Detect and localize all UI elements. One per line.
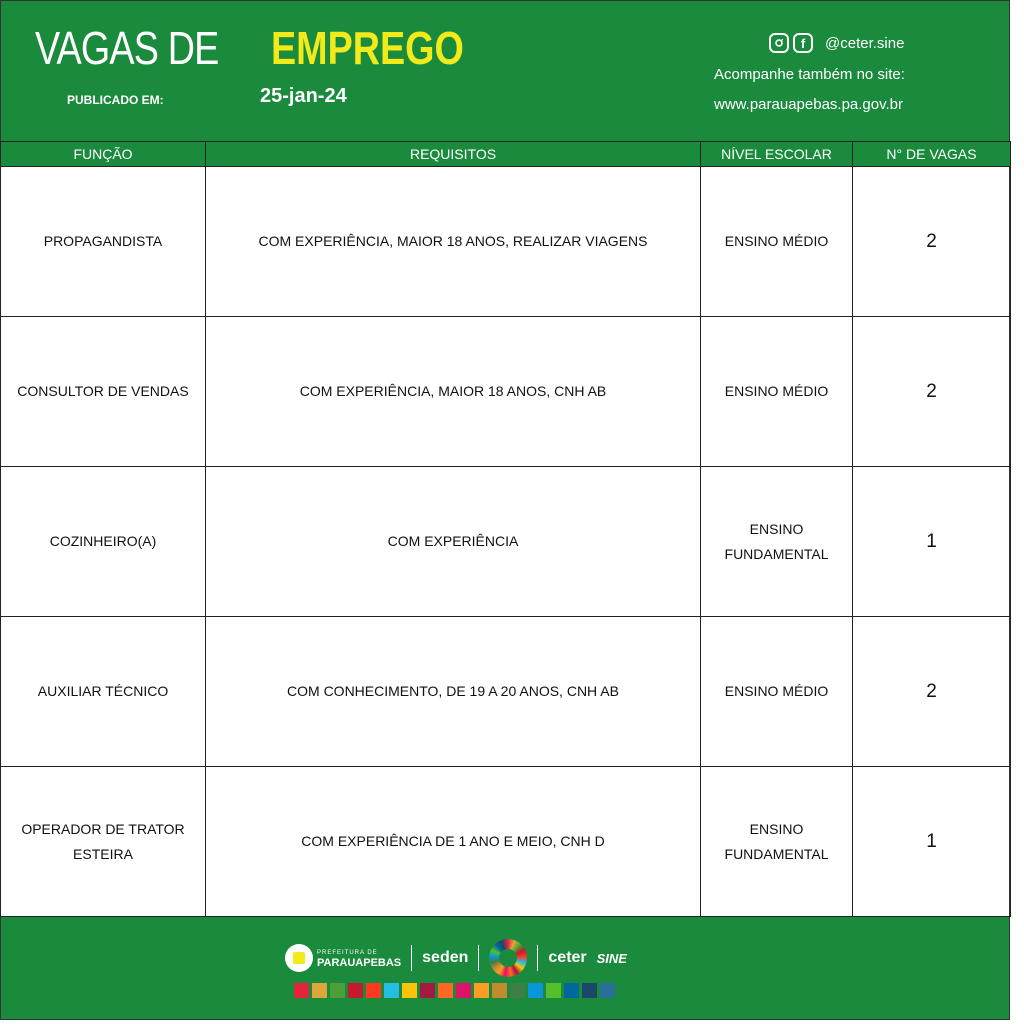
site-url[interactable]: www.parauapebas.pa.gov.br [714, 96, 904, 113]
table-row [1, 767, 1011, 917]
facebook-icon[interactable]: f [793, 33, 813, 53]
cell-funcao: CONSULTOR DE VENDAS [1, 317, 206, 467]
ods-icon [564, 983, 579, 998]
site-label: Acompanhe também no site: [714, 66, 905, 83]
cell-vagas: 1 [853, 467, 1011, 617]
ods-icon [420, 983, 435, 998]
cell-nivel: ENSINO MÉDIO [701, 617, 853, 767]
column-header-nivel: NÍVEL ESCOLAR [701, 142, 853, 167]
cell-funcao: OPERADOR DE TRATOR ESTEIRA [1, 767, 206, 917]
ceter-logo: ceter [548, 949, 587, 966]
prefeitura-name: PARAUAPEBAS [317, 957, 402, 969]
logo-divider [478, 945, 479, 971]
ods-icons-strip [294, 983, 615, 998]
published-date: 25-jan-24 [260, 85, 347, 107]
cell-nivel: ENSINO FUNDAMENTAL [701, 467, 853, 617]
cell-vagas: 2 [853, 617, 1011, 767]
sine-logo: SINE [596, 950, 627, 966]
ods-icon [330, 983, 345, 998]
cell-vagas: 2 [853, 317, 1011, 467]
cell-requisitos: COM EXPERIÊNCIA [206, 467, 701, 617]
ods-icon [366, 983, 381, 998]
ods-icon [438, 983, 453, 998]
published-label: PUBLICADO EM: [67, 93, 164, 107]
ods-icon [312, 983, 327, 998]
cell-nivel: ENSINO MÉDIO [701, 317, 853, 467]
column-header-requisitos: REQUISITOS [206, 142, 701, 167]
table-header-row [1, 142, 1011, 167]
cell-requisitos: COM EXPERIÊNCIA DE 1 ANO E MEIO, CNH D [206, 767, 701, 917]
logo-divider [537, 945, 538, 971]
header-banner [1, 1, 1009, 141]
jobs-table [0, 141, 1011, 917]
prefeitura-emblem-icon [285, 944, 313, 972]
ods-icon [546, 983, 561, 998]
logo-divider [411, 945, 412, 971]
prefeitura-logo [285, 944, 401, 972]
ods-icon [510, 983, 525, 998]
cell-requisitos: COM EXPERIÊNCIA, MAIOR 18 ANOS, REALIZAR VIAGENS [206, 167, 701, 317]
prefeitura-small-text: PREFEITURA DE [317, 950, 378, 956]
ods-icon [456, 983, 471, 998]
cell-requisitos: COM EXPERIÊNCIA, MAIOR 18 ANOS, CNH AB [206, 317, 701, 467]
footer-banner [1, 917, 1009, 1019]
desenvolve-logo-icon [489, 939, 527, 977]
instagram-icon[interactable] [769, 33, 789, 53]
ods-icon [582, 983, 597, 998]
ods-icon [492, 983, 507, 998]
title-emprego: EMPREGO [271, 22, 464, 74]
cell-vagas: 2 [853, 167, 1011, 317]
seden-logo: seden [422, 949, 469, 966]
cell-vagas: 1 [853, 767, 1011, 917]
social-links [769, 33, 904, 53]
table-row [1, 317, 1011, 467]
cell-funcao: AUXILIAR TÉCNICO [1, 617, 206, 767]
partner-logos [285, 939, 627, 977]
ods-icon [402, 983, 417, 998]
title-vagas-de: VAGAS DE [35, 22, 219, 74]
cell-funcao: PROPAGANDISTA [1, 167, 206, 317]
ods-icon [294, 983, 309, 998]
social-handle[interactable]: @ceter.sine [825, 34, 905, 52]
ods-icon [600, 983, 615, 998]
ods-icon [528, 983, 543, 998]
cell-nivel: ENSINO FUNDAMENTAL [701, 767, 853, 917]
table-row [1, 617, 1011, 767]
ods-icon [474, 983, 489, 998]
cell-funcao: COZINHEIRO(A) [1, 467, 206, 617]
column-header-funcao: FUNÇÃO [1, 142, 206, 167]
table-row [1, 167, 1011, 317]
cell-requisitos: COM CONHECIMENTO, DE 19 A 20 ANOS, CNH AB [206, 617, 701, 767]
ods-icon [348, 983, 363, 998]
cell-nivel: ENSINO MÉDIO [701, 167, 853, 317]
ods-icon [384, 983, 399, 998]
table-row [1, 467, 1011, 617]
column-header-vagas: N° DE VAGAS [853, 142, 1011, 167]
